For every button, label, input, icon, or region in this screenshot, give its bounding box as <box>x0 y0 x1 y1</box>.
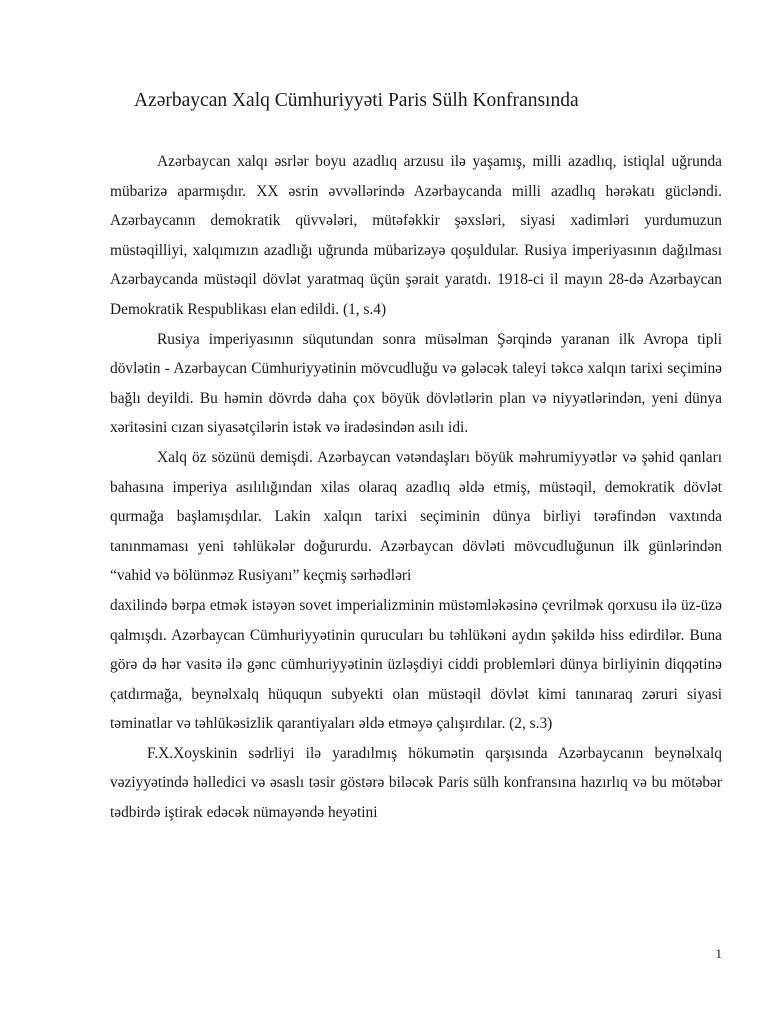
paragraph-2: Rusiya imperiyasının süqutundan sonra müsəlman Şərqində yaranan ilk Avropa tipli dövlətin - Azərbaycan Cümhuriyyətinin mövcudluğu və gələcək taleyi təkcə xalqın tarixi seçiminə bağlı deyildi. Bu həmin dövrdə daha çox böyük dövlətlərin plan və niyyətlərindən, yeni dünya xəritəsini cızan siyasətçilərin istək və iradəsindən asılı idi. <box>110 330 722 437</box>
paragraph-4: daxilində bərpa etmək istəyən sovet imperializminin müstəmləkəsinə çevrilmək qorxusu ilə üz-üzə qalmışdı. Azərbaycan Cümhuriyyətinin qurucuları bu təhlükəni aydın şəkildə hiss edirdilər. Buna görə də hər vasitə ilə gənc cümhuriyyətinin üzləşdiyi ciddi problemləri dünya birliyinin diqqətinə çatdırmağa, beynəlxalq hüququn subyekti olan müstəqil dövlət kimi tanınaraq zəruri siyasi təminatlar və təhlükəsizlik qarantiyaları əldə etməyə çalışırdılar. (2, s.3) <box>110 596 722 733</box>
document-body <box>110 147 722 828</box>
paragraph-5: F.X.Xoyskinin sədrliyi ilə yaradılmış hökumətin qarşısında Azərbaycanın beynəlxalq vəziyyətində həlledici və əsaslı təsir göstərə biləcək Paris sülh konfransına hazırlıq və bu mötəbər tədbirdə iştirak edəcək nümayəndə heyətini <box>110 744 722 822</box>
document-title: Azərbaycan Xalq Cümhuriyyəti Paris Sülh Konfransında <box>134 90 579 111</box>
page-number: 1 <box>715 946 722 961</box>
paragraph-1: Azərbaycan xalqı əsrlər boyu azadlıq arzusu ilə yaşamış, milli azadlıq, istiqlal uğrunda mübarizə aparmışdır. XX əsrin əvvəllərində Azərbaycanda milli azadlıq hərəkatı gücləndi. Azərbaycanın demokratik qüvvələri, mütəfəkkir şəxsləri, siyasi xadimləri yurdumuzun müstəqilliyi, xalqımızın azadlığı uğrunda mübarizəyə qoşuldular. Rusiya imperiyasının dağılması Azərbaycanda müstəqil dövlət yaratmaq üçün şərait yaratdı. 1918-ci il mayın 28-də Azərbaycan Demokratik Respublikası elan edildi. (1, s.4) <box>110 153 722 318</box>
paragraph-3: Xalq öz sözünü demişdi. Azərbaycan vətəndaşları böyük məhrumiyyətlər və şəhid qanları bahasına imperiya asılılığından xilas olaraq azadlıq əldə etmiş, müstəqil, demokratik dövlət qurmağa başlamışdılar. Lakin xalqın tarixi seçiminin dünya birliyi tərəfindən vaxtında tanınmaması yeni təhlükələr doğururdu. Azərbaycan dövləti mövcudluğunun ilk günlərindən “vahid və bölünməz Rusiyanı” keçmiş sərhədləri <box>110 448 722 585</box>
